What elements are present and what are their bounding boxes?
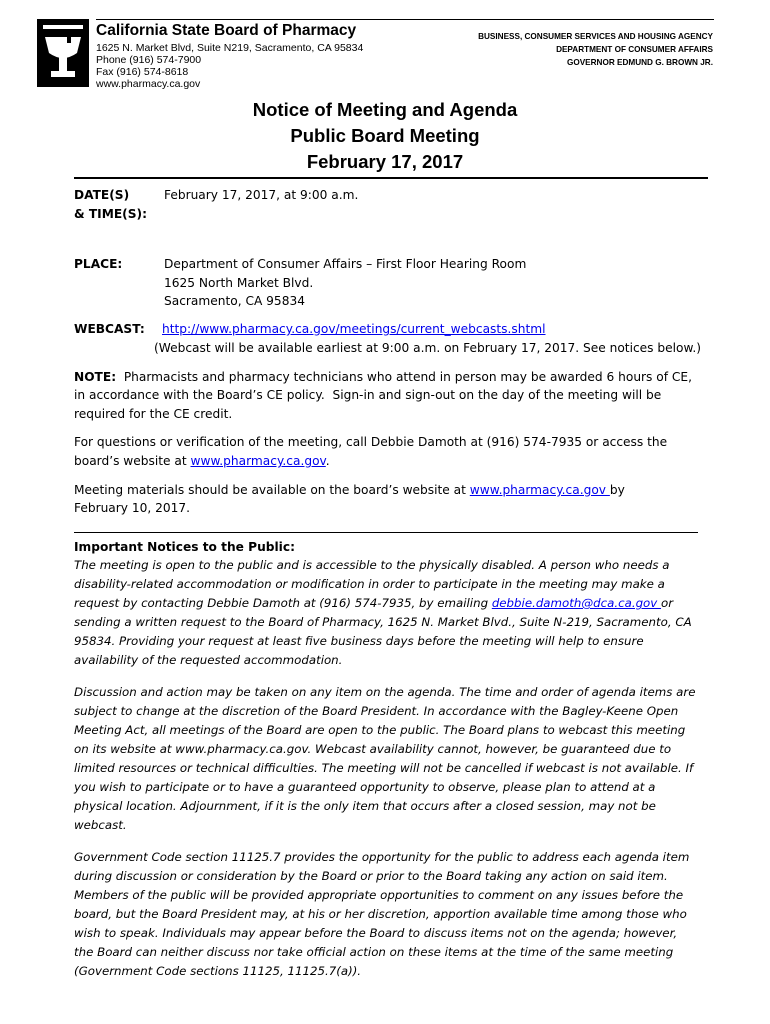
note-text-1: Pharmacists and pharmacy technicians who attend in person may be awarded 6 hours of CE, xyxy=(116,370,692,384)
page-subtitle: Public Board Meeting xyxy=(290,125,480,146)
notice-p2-l4: on its website at www.pharmacy.ca.gov. Webcast availability cannot, however, be guaranteed due to xyxy=(74,742,672,756)
notice-p3-l7: (Government Code sections 11125, 11125.7(a)). xyxy=(74,964,362,978)
notice-p2-l3: Meeting Act, all meetings of the Board are open to the public. The Board plans to webcast this meeting xyxy=(74,723,686,737)
materials-line-2: February 10, 2017. xyxy=(74,501,191,515)
webcast-label: WEBCAST: xyxy=(74,322,145,336)
email-link[interactable]: debbie.damoth@dca.ca.gov xyxy=(491,596,662,610)
materials-line-1-end: by xyxy=(609,483,625,497)
webcast-link[interactable]: http://www.pharmacy.ca.gov/meetings/current_webcasts.shtml xyxy=(162,322,546,336)
title-rule xyxy=(74,177,708,179)
questions-line-1: For questions or verification of the meeting, call Debbie Damoth at (916) 574-7935 or access the xyxy=(74,435,668,449)
notices-heading: Important Notices to the Public: xyxy=(74,540,295,554)
questions-line-2 xyxy=(74,452,330,471)
notice-p3-l3: Members of the public will be provided appropriate opportunities to comment on any issues before the xyxy=(74,888,684,902)
notice-p1-l3 xyxy=(74,594,716,613)
org-address: 1625 N. Market Blvd, Suite N219, Sacramento, CA 95834 xyxy=(96,42,364,54)
notice-p1-l3-end: or xyxy=(661,596,674,610)
org-name: California State Board of Pharmacy xyxy=(96,22,357,39)
board-website-link[interactable]: www.pharmacy.ca.gov xyxy=(190,454,326,468)
notice-p3-l1: Government Code section 11125.7 provides the opportunity for the public to address each agenda item xyxy=(74,850,690,864)
org-website: www.pharmacy.ca.gov xyxy=(96,78,201,90)
meeting-date-title: February 17, 2017 xyxy=(306,151,464,172)
place-line-3: Sacramento, CA 95834 xyxy=(164,294,305,308)
questions-line-2-text: board’s website at xyxy=(74,454,191,468)
date-label-1: DATE(S) xyxy=(74,188,130,202)
department-name: DEPARTMENT OF CONSUMER AFFAIRS xyxy=(556,45,713,54)
notice-p2-l7: physical location. Adjournment, if it is the only item that occurs after a closed session, may not be xyxy=(74,799,656,813)
questions-line-2-end: . xyxy=(325,454,330,468)
notice-p2-l2: subject to change at the discretion of the Board President. In accordance with the Bagley-Keene Open xyxy=(74,704,679,718)
materials-line-1-text: Meeting materials should be available on the board’s website at xyxy=(74,483,470,497)
page-title: Notice of Meeting and Agenda xyxy=(252,99,518,120)
notice-p1-l2: disability-related accommodation or modification in order to participate in the meeting may make a xyxy=(74,577,665,591)
notice-p3-l6: the Board can neither discuss nor take official action on these items at the time of the same meeting xyxy=(74,945,674,959)
notice-p1-l5: 95834. Providing your request at least five business days before the meeting will help to ensure xyxy=(74,634,644,648)
notice-p1-l3-text: request by contacting Debbie Damoth at (916) 574-7935, by emailing xyxy=(74,596,492,610)
place-label: PLACE: xyxy=(74,257,123,271)
note-label: NOTE: xyxy=(74,370,117,384)
notice-p3-l4: board, but the Board President may, at his or her discretion, apportion available time among those who xyxy=(74,907,687,921)
materials-website-link[interactable]: www.pharmacy.ca.gov xyxy=(469,483,610,497)
governor-name: GOVERNOR EDMUND G. BROWN JR. xyxy=(566,58,713,67)
notice-p2-l8: webcast. xyxy=(74,818,127,832)
agency-name: BUSINESS, CONSUMER SERVICES AND HOUSING AGENCY xyxy=(478,32,713,41)
notice-p2-l6: you wish to participate or to have a guaranteed opportunity to observe, please plan to attend at a xyxy=(74,780,656,794)
note-line-1 xyxy=(74,368,692,387)
header-top-rule xyxy=(96,19,714,20)
date-value: February 17, 2017, at 9:00 a.m. xyxy=(164,188,359,202)
org-phone: Phone (916) 574-7900 xyxy=(96,54,202,66)
notice-p2-l5: limited resources or technical difficulties. The meeting will not be cancelled if webcast is not available. If xyxy=(74,761,694,775)
mortar-pestle-icon xyxy=(37,19,89,87)
notice-p2-l1: Discussion and action may be taken on any item on the agenda. The time and order of agenda items are xyxy=(74,685,696,699)
notice-p1-l4: sending a written request to the Board of Pharmacy, 1625 N. Market Blvd., Suite N-219, Sacramento, CA xyxy=(74,615,692,629)
note-line-3: required for the CE credit. xyxy=(74,407,233,421)
notice-p3-l2: during discussion or consideration by the Board or prior to the Board taking any action on said item. xyxy=(74,869,668,883)
place-line-1: Department of Consumer Affairs – First Floor Hearing Room xyxy=(164,257,527,271)
notices-rule xyxy=(74,532,698,533)
date-label-2: & TIME(S): xyxy=(74,207,147,221)
notice-p1-l6: availability of the requested accommodation. xyxy=(74,653,343,667)
webcast-note: (Webcast will be available earliest at 9:00 a.m. on February 17, 2017. See notices below.) xyxy=(154,341,701,355)
notice-p1-l1: The meeting is open to the public and is accessible to the physically disabled. A person who needs a xyxy=(74,558,670,572)
note-line-2: in accordance with the Board’s CE policy. Sign-in and sign-out on the day of the meeting will be xyxy=(74,388,662,402)
place-line-2: 1625 North Market Blvd. xyxy=(164,276,314,290)
notice-p3-l5: wish to speak. Individuals may appear before the Board to discuss items not on the agenda; however, xyxy=(74,926,678,940)
org-fax: Fax (916) 574-8618 xyxy=(96,66,189,78)
materials-line-1 xyxy=(74,481,625,500)
